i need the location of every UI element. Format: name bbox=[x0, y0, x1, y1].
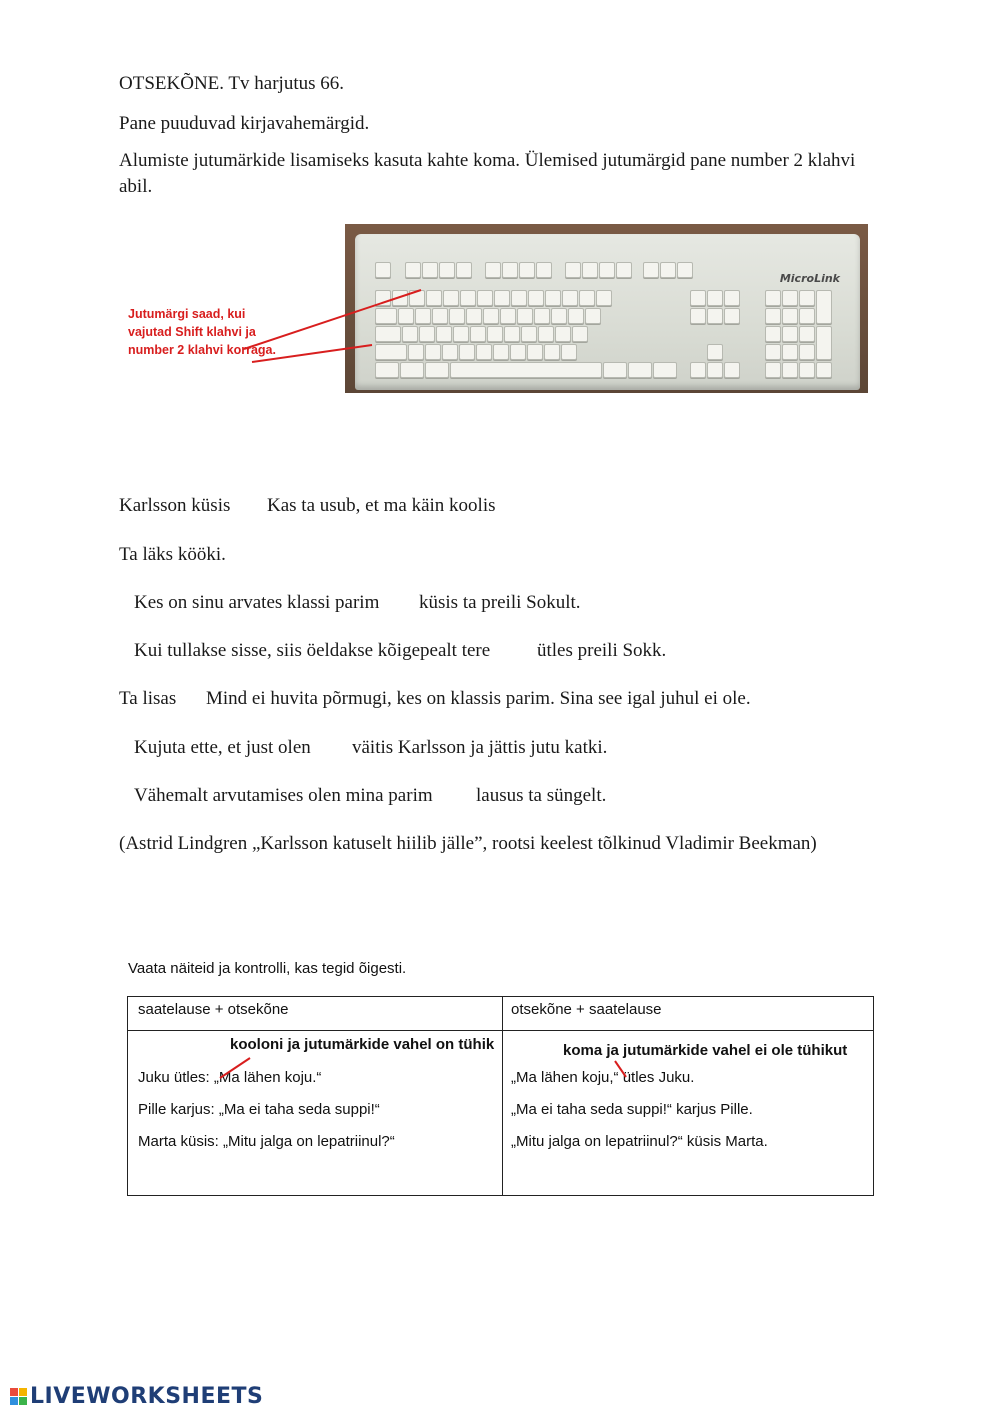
instruction-text-quotes: Alumiste jutumärkide lisamiseks kasuta kahte koma. Ülemised jutumärgid pane number 2 klahvi abil. bbox=[119, 150, 856, 197]
examples-table bbox=[127, 996, 874, 1196]
table-header-left: saatelause + otsekõne bbox=[138, 1001, 289, 1018]
logo-text: LIVEWORKSHEETS bbox=[30, 1383, 264, 1409]
instruction-text: Pane puuduvad kirjavahemärgid. bbox=[119, 113, 370, 134]
exercise-line-7-end: lausus ta süngelt. bbox=[476, 785, 607, 806]
right-example-2: „Ma ei taha seda suppi!“ karjus Pille. bbox=[511, 1101, 753, 1118]
left-annotation: kooloni ja jutumärkide vahel on tühik bbox=[230, 1036, 495, 1053]
keyboard-brand-logo: MicroLink bbox=[779, 272, 840, 285]
exercise-line-7-start: Vähemalt arvutamises olen mina parim bbox=[134, 785, 433, 806]
exercise-line-5-end: Mind ei huvita põrmugi, kes on klassis parim. Sina see igal juhul ei ole. bbox=[206, 688, 751, 709]
left-annotation-mark bbox=[220, 1058, 250, 1078]
examples-title: Vaata näiteid ja kontrolli, kas tegid õigesti. bbox=[128, 960, 407, 977]
liveworksheets-logo bbox=[10, 1383, 263, 1409]
keyboard-annotation: Jutumärgi saad, kui vajutad Shift klahvi ja number 2 klahvi korraga. bbox=[128, 307, 276, 357]
exercise-line-4-end: ütles preili Sokk. bbox=[537, 640, 667, 661]
exercise-line-3-start: Kes on sinu arvates klassi parim bbox=[134, 592, 380, 613]
exercise-line-4-start: Kui tullakse sisse, siis öeldakse kõigepealt tere bbox=[134, 640, 491, 661]
left-example-2: Pille karjus: „Ma ei taha seda suppi!“ bbox=[138, 1101, 380, 1118]
source-citation: (Astrid Lindgren „Karlsson katuselt hiilib jälle”, rootsi keelest tõlkinud Vladimir Beekman) bbox=[119, 833, 817, 854]
arrow-to-key-2 bbox=[244, 290, 421, 349]
exercise-line-2: Ta läks kööki. bbox=[119, 544, 226, 565]
table-header-right: otsekõne + saatelause bbox=[511, 1001, 662, 1018]
exercise-line-3-end: küsis ta preili Sokult. bbox=[419, 592, 581, 613]
arrow-to-shift-key bbox=[252, 345, 372, 362]
exercise-line-6-start: Kujuta ette, et just olen bbox=[134, 737, 311, 758]
annotation-arrows bbox=[0, 0, 1000, 420]
exercise-line-5-start: Ta lisas bbox=[119, 688, 177, 709]
right-annotation-mark bbox=[615, 1061, 626, 1077]
right-example-1: „Ma lähen koju,“ ütles Juku. bbox=[511, 1069, 695, 1086]
right-example-3: „Mitu jalga on lepatriinul?“ küsis Marta. bbox=[511, 1133, 768, 1150]
exercise-line-1-start: Karlsson küsis bbox=[119, 495, 231, 516]
right-annotation: koma ja jutumärkide vahel ei ole tühikut bbox=[563, 1042, 848, 1059]
left-example-1: Juku ütles: „Ma lähen koju.“ bbox=[138, 1069, 322, 1086]
worksheet-title: OTSEKÕNE. Tv harjutus 66. bbox=[119, 73, 344, 94]
exercise-line-6-end: väitis Karlsson ja jättis jutu katki. bbox=[352, 737, 608, 758]
left-example-3: Marta küsis: „Mitu jalga on lepatriinul?“ bbox=[138, 1133, 395, 1150]
table-annotation-marks bbox=[128, 997, 875, 1097]
exercise-line-1-end: Kas ta usub, et ma käin koolis bbox=[267, 495, 496, 516]
logo-blocks-icon bbox=[10, 1388, 27, 1405]
